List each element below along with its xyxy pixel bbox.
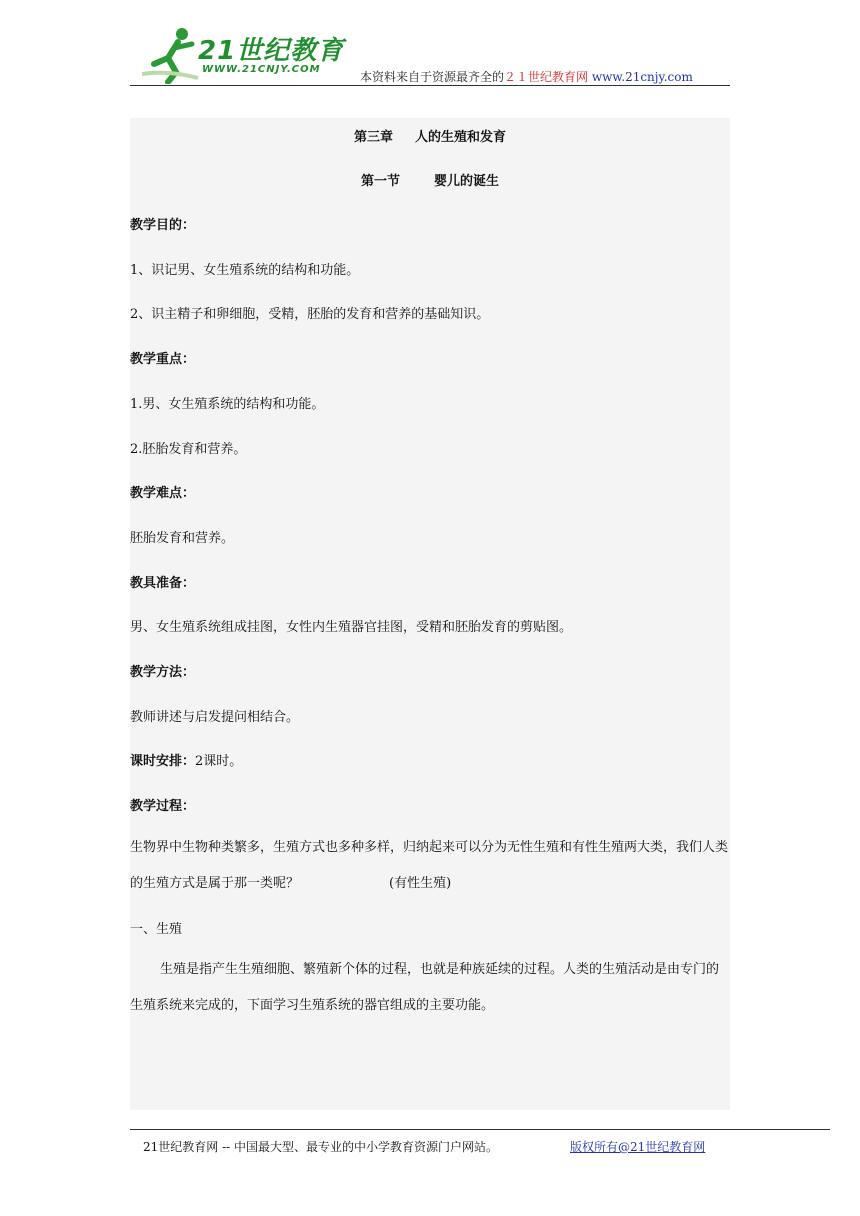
schedule-value: 2课时。 (195, 754, 243, 769)
process-heading: 教学过程： (130, 799, 196, 814)
process-intro-answer: (有性生殖) (389, 876, 452, 891)
section-title (130, 170, 730, 189)
header-site-url[interactable]: www.21cnjy.com (591, 70, 693, 84)
tools-item: 男、女生殖系统组成挂图，女性内生殖器官挂图，受精和胚胎发育的剪贴图。 (130, 620, 573, 635)
chapter-name: 人的生殖和发育 (415, 130, 507, 145)
goal-item-2: 2、识主精子和卵细胞，受精，胚胎的发育和营养的基础知识。 (130, 307, 490, 322)
section-number: 第一节 (360, 174, 400, 189)
page-header (130, 22, 730, 86)
difficulty-item: 胚胎发育和营养。 (130, 531, 235, 546)
logo-url: WWW.21CNJY.COM (202, 64, 321, 75)
chapter-title (130, 126, 730, 145)
logo-text: 21世纪教育 (198, 36, 345, 66)
footer-text: 21世纪教育网 -- 中国最大型、最专业的中小学教育资源门户网站。 (143, 1140, 499, 1154)
goal-item-1: 1、识记男、女生殖系统的结构和功能。 (130, 263, 360, 278)
reproduction-paragraph: 生殖是指产生生殖细胞、繁殖新个体的过程，也就是种族延续的过程。人类的生殖活动是由专门的生殖系统来完成的，下面学习生殖系统的器官组成的主要功能。 (130, 962, 720, 1013)
section-name: 婴儿的诞生 (434, 174, 500, 189)
schedule-heading: 课时安排： (130, 754, 196, 769)
schedule-line (130, 750, 242, 769)
key-point-2: 2.胚胎发育和营养。 (130, 442, 247, 457)
runner-logo-icon (138, 24, 202, 84)
method-heading: 教学方法： (130, 665, 196, 680)
document-body (130, 118, 730, 1110)
header-divider (130, 85, 730, 86)
chapter-number: 第三章 (353, 130, 393, 145)
difficulty-heading: 教学难点： (130, 486, 196, 501)
key-points-heading: 教学重点： (130, 352, 196, 367)
method-item: 教师讲述与启发提问相结合。 (130, 710, 300, 725)
footer-divider (130, 1129, 830, 1130)
footer-copyright-link[interactable]: 版权所有@21世纪教育网 (570, 1140, 706, 1154)
key-point-1: 1.男、女生殖系统的结构和功能。 (130, 397, 325, 412)
header-source-note (360, 68, 693, 85)
site-logo[interactable] (138, 22, 348, 84)
header-site-name[interactable]: ２１世纪教育网 (504, 70, 589, 84)
process-intro-text: 生物界中生物种类繁多，生殖方式也多种多样，归纳起来可以分为无性生殖和有性生殖两大类，我们人类的生殖方式是属于那一类呢？ (130, 840, 729, 891)
header-note-prefix: 本资料来自于资源最齐全的 (360, 70, 505, 84)
tools-heading: 教具准备： (130, 576, 196, 591)
subsection-reproduction: 一、生殖 (130, 922, 183, 937)
process-intro-paragraph (130, 830, 730, 902)
goal-heading: 教学目的： (130, 218, 196, 233)
